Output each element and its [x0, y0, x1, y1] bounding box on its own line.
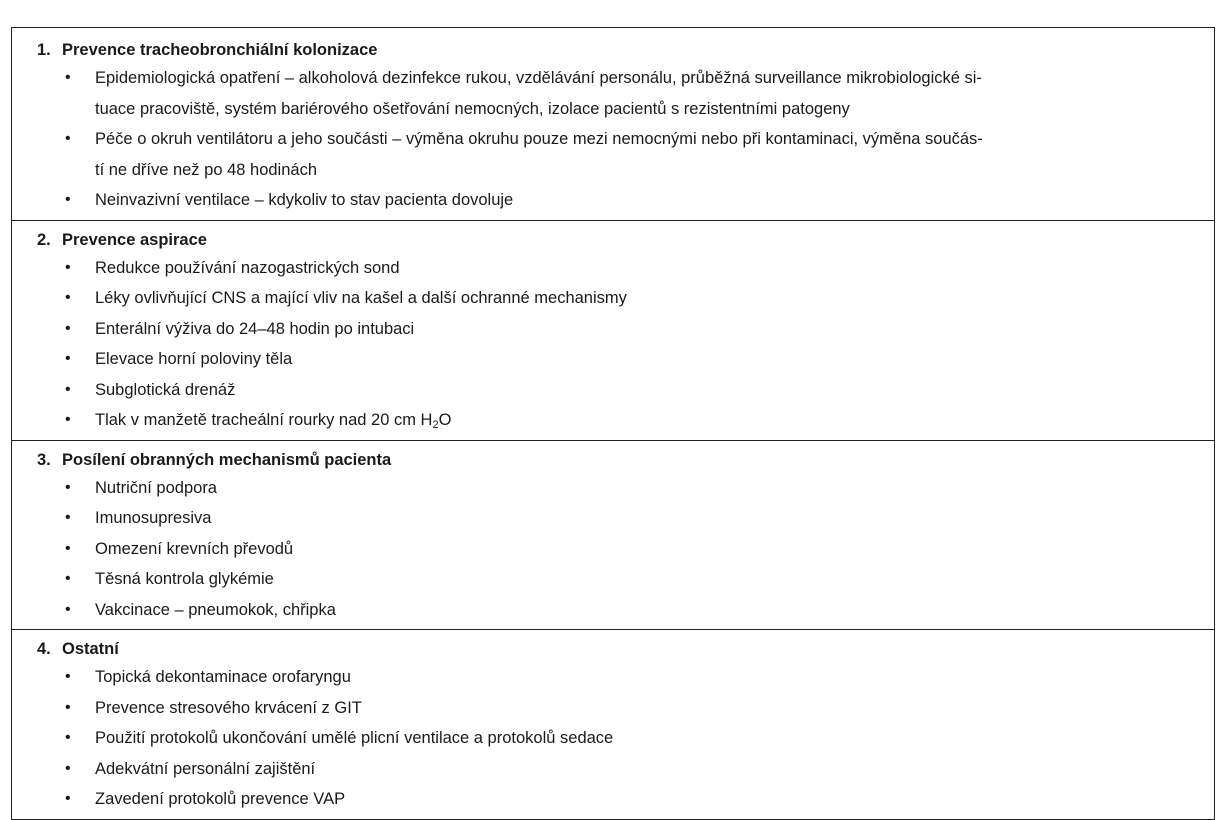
list-item: • Omezení krevních převodů — [12, 534, 1214, 565]
bullet-icon: • — [65, 319, 71, 337]
section-4 — [12, 629, 1214, 819]
section-3 — [12, 440, 1214, 630]
bullet-icon: • — [65, 69, 71, 86]
section-list — [12, 63, 1214, 216]
section-title — [12, 636, 1214, 662]
list-item: • Subglotická drenáž — [12, 375, 1214, 406]
list-item: • Těsná kontrola glykémie — [12, 564, 1214, 595]
bullet-icon: • — [65, 350, 71, 367]
section-list — [12, 662, 1214, 815]
section-1 — [12, 28, 1214, 220]
section-number: 2. — [37, 230, 51, 249]
list-item: • Neinvazivní ventilace – kdykoliv to stav pacienta dovoluje — [12, 185, 1214, 216]
bullet-icon: • — [65, 478, 71, 496]
list-item: • Epidemiologická opatření – alkoholová dezinfekce rukou, vzdělávání personálu, průběžná surveillance mikrobiologické si- tuace pracoviště, systém bariérového ošetřování nemocných, izolace pacientů s rezistentními patogeny — [12, 63, 1214, 124]
bullet-icon: • — [65, 790, 71, 807]
list-item: • Redukce používání nazogastrických sond — [12, 253, 1214, 284]
section-title — [12, 227, 1214, 253]
section-list — [12, 253, 1214, 436]
section-title — [12, 37, 1214, 63]
bullet-icon: • — [65, 729, 71, 746]
list-item: • Enterální výživa do 24–48 hodin po intubaci — [12, 314, 1214, 345]
list-item: • Adekvátní personální zajištění — [12, 754, 1214, 785]
list-item: • Topická dekontaminace orofaryngu — [12, 662, 1214, 693]
list-item: • Vakcinace – pneumokok, chřipka — [12, 595, 1214, 626]
bullet-icon: • — [65, 698, 71, 716]
bullet-icon: • — [65, 600, 71, 618]
bullet-icon: • — [65, 570, 71, 587]
list-item: • Imunosupresiva — [12, 503, 1214, 534]
section-number: 1. — [37, 41, 51, 59]
bullet-icon: • — [65, 411, 71, 428]
section-2 — [12, 220, 1214, 440]
list-item: • Tlak v manžetě tracheální rourky nad 20 cm $H_2O$ — [12, 405, 1214, 436]
section-number: 3. — [37, 450, 51, 469]
list-item: • Elevace horní poloviny těla — [12, 344, 1214, 375]
bullet-icon: • — [65, 759, 71, 777]
bullet-icon: • — [65, 380, 71, 398]
section-number: 4. — [37, 640, 51, 658]
bullet-icon: • — [65, 668, 71, 685]
section-title-text: Prevence aspirace — [62, 230, 207, 249]
section-title-text: Prevence tracheobronchiální kolonizace — [62, 41, 378, 59]
section-title — [12, 447, 1214, 473]
bullet-icon: • — [65, 509, 71, 526]
list-item: • Použití protokolů ukončování umělé plicní ventilace a protokolů sedace — [12, 723, 1214, 754]
list-item: • Zavedení protokolů prevence VAP — [12, 784, 1214, 815]
section-title-text: Posílení obranných mechanismů pacienta — [62, 450, 392, 469]
list-item: • Léky ovlivňující CNS a mající vliv na kašel a další ochranné mechanismy — [12, 283, 1214, 314]
prevention-table — [11, 27, 1215, 820]
bullet-icon: • — [65, 130, 71, 147]
bullet-icon: • — [65, 539, 71, 557]
bullet-icon: • — [65, 191, 71, 208]
list-item: • Prevence stresového krvácení z GIT — [12, 693, 1214, 724]
section-title-text: Ostatní — [62, 640, 119, 658]
section-list — [12, 473, 1214, 626]
bullet-icon: • — [65, 258, 71, 276]
list-item: • Péče o okruh ventilátoru a jeho součásti – výměna okruhu pouze mezi nemocnými nebo při kontaminaci, výměna součás- tí ne dříve než po 48 hodinách — [12, 124, 1214, 185]
list-item: • Nutriční podpora — [12, 473, 1214, 504]
bullet-icon: • — [65, 289, 71, 306]
